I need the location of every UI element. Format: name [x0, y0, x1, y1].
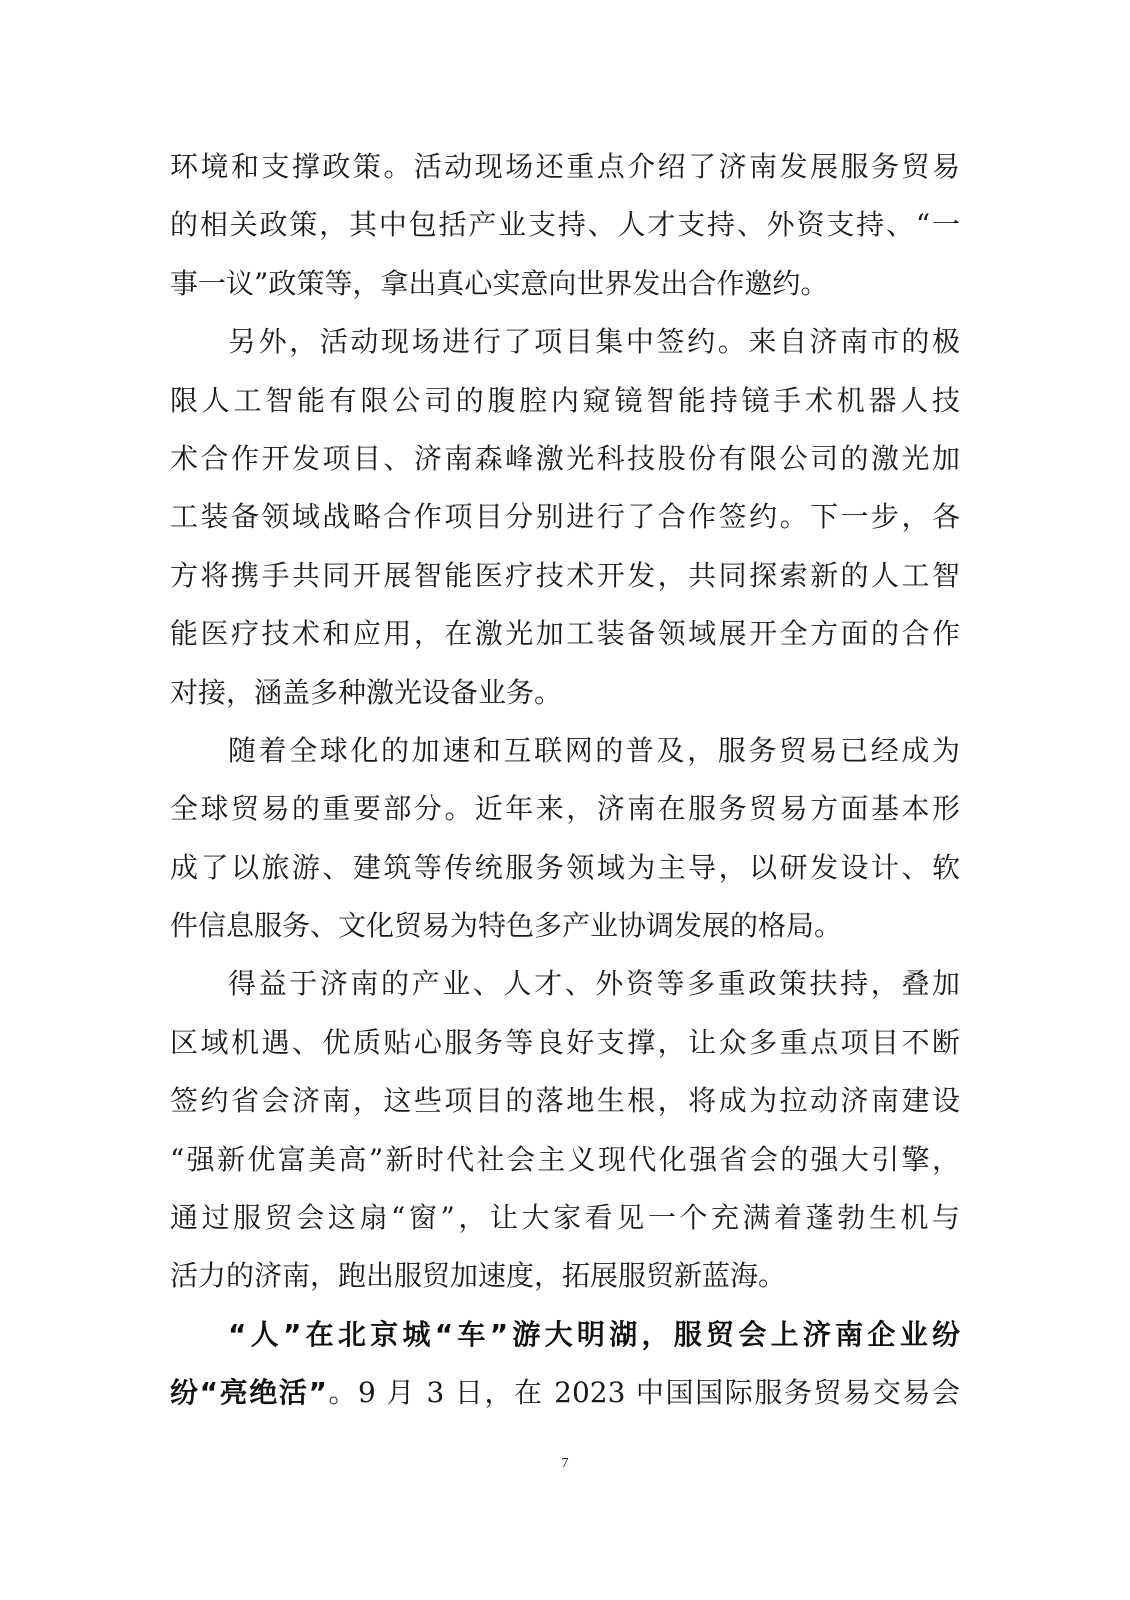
- paragraph-line: 成了以旅游、建筑等传统服务领域为主导，以研发设计、软: [170, 850, 960, 884]
- paragraph-line: 随着全球化的加速和互联网的普及，服务贸易已经成为: [228, 733, 960, 767]
- page-number: 7: [561, 1456, 569, 1471]
- bold-heading-text: “人”在北京城“车”游大明湖，服贸会上济南企业纷: [228, 1317, 960, 1351]
- paragraph-line: 限人工智能有限公司的腹腔内窥镜智能持镜手术机器人技: [170, 383, 960, 417]
- paragraph-line: 对接，涵盖多种激光设备业务。: [170, 675, 563, 709]
- final-paragraph-line-1: [170, 1306, 960, 1364]
- paragraph-line: 区域机遇、优质贴心服务等良好支撑，让众多重点项目不断: [170, 1025, 960, 1059]
- final-paragraph-line-2: [170, 1364, 960, 1422]
- paragraph-line: 能医疗技术和应用，在激光加工装备领域展开全方面的合作: [170, 617, 960, 651]
- paragraph-line: 事一议”政策等，拿出真心实意向世界发出合作邀约。: [170, 266, 829, 300]
- paragraph-line: 另外，活动现场进行了项目集中签约。来自济南市的极: [228, 325, 960, 359]
- paragraph-line: 得益于济南的产业、人才、外资等多重政策扶持，叠加: [228, 967, 960, 1001]
- paragraph-line: “强新优富美高”新时代社会主义现代化强省会的强大引擎，: [170, 1142, 960, 1176]
- paragraph-line: 的相关政策，其中包括产业支持、人才支持、外资支持、“一: [170, 208, 960, 242]
- paragraph-line: 件信息服务、文化贸易为特色多产业协调发展的格局。: [170, 909, 843, 943]
- paragraph-line: 活力的济南，跑出服贸加速度，拓展服贸新蓝海。: [170, 1259, 787, 1293]
- paragraph-line: 全球贸易的重要部分。近年来，济南在服务贸易方面基本形: [170, 792, 960, 826]
- paragraph-line: 工装备领域战略合作项目分别进行了合作签约。下一步，各: [170, 500, 960, 534]
- paragraph-line: 通过服贸会这扇“窗”，让大家看见一个充满着蓬勃生机与: [170, 1201, 960, 1235]
- paragraph-line: 术合作开发项目、济南森峰激光科技股份有限公司的激光加: [170, 441, 960, 475]
- body-text: [170, 138, 960, 1423]
- paragraph-line: 环境和支撑政策。活动现场还重点介绍了济南发展服务贸易: [170, 150, 960, 183]
- bold-heading-text: 纷“亮绝活”: [170, 1376, 327, 1410]
- paragraph-line: 签约省会济南，这些项目的落地生根，将成为拉动济南建设: [170, 1084, 960, 1118]
- paragraph-text: 。9 月 3 日，在 2023 中国国际服务贸易交易会: [326, 1376, 960, 1410]
- paragraph-line: 方将携手共同开展智能医疗技术开发，共同探索新的人工智: [170, 558, 960, 592]
